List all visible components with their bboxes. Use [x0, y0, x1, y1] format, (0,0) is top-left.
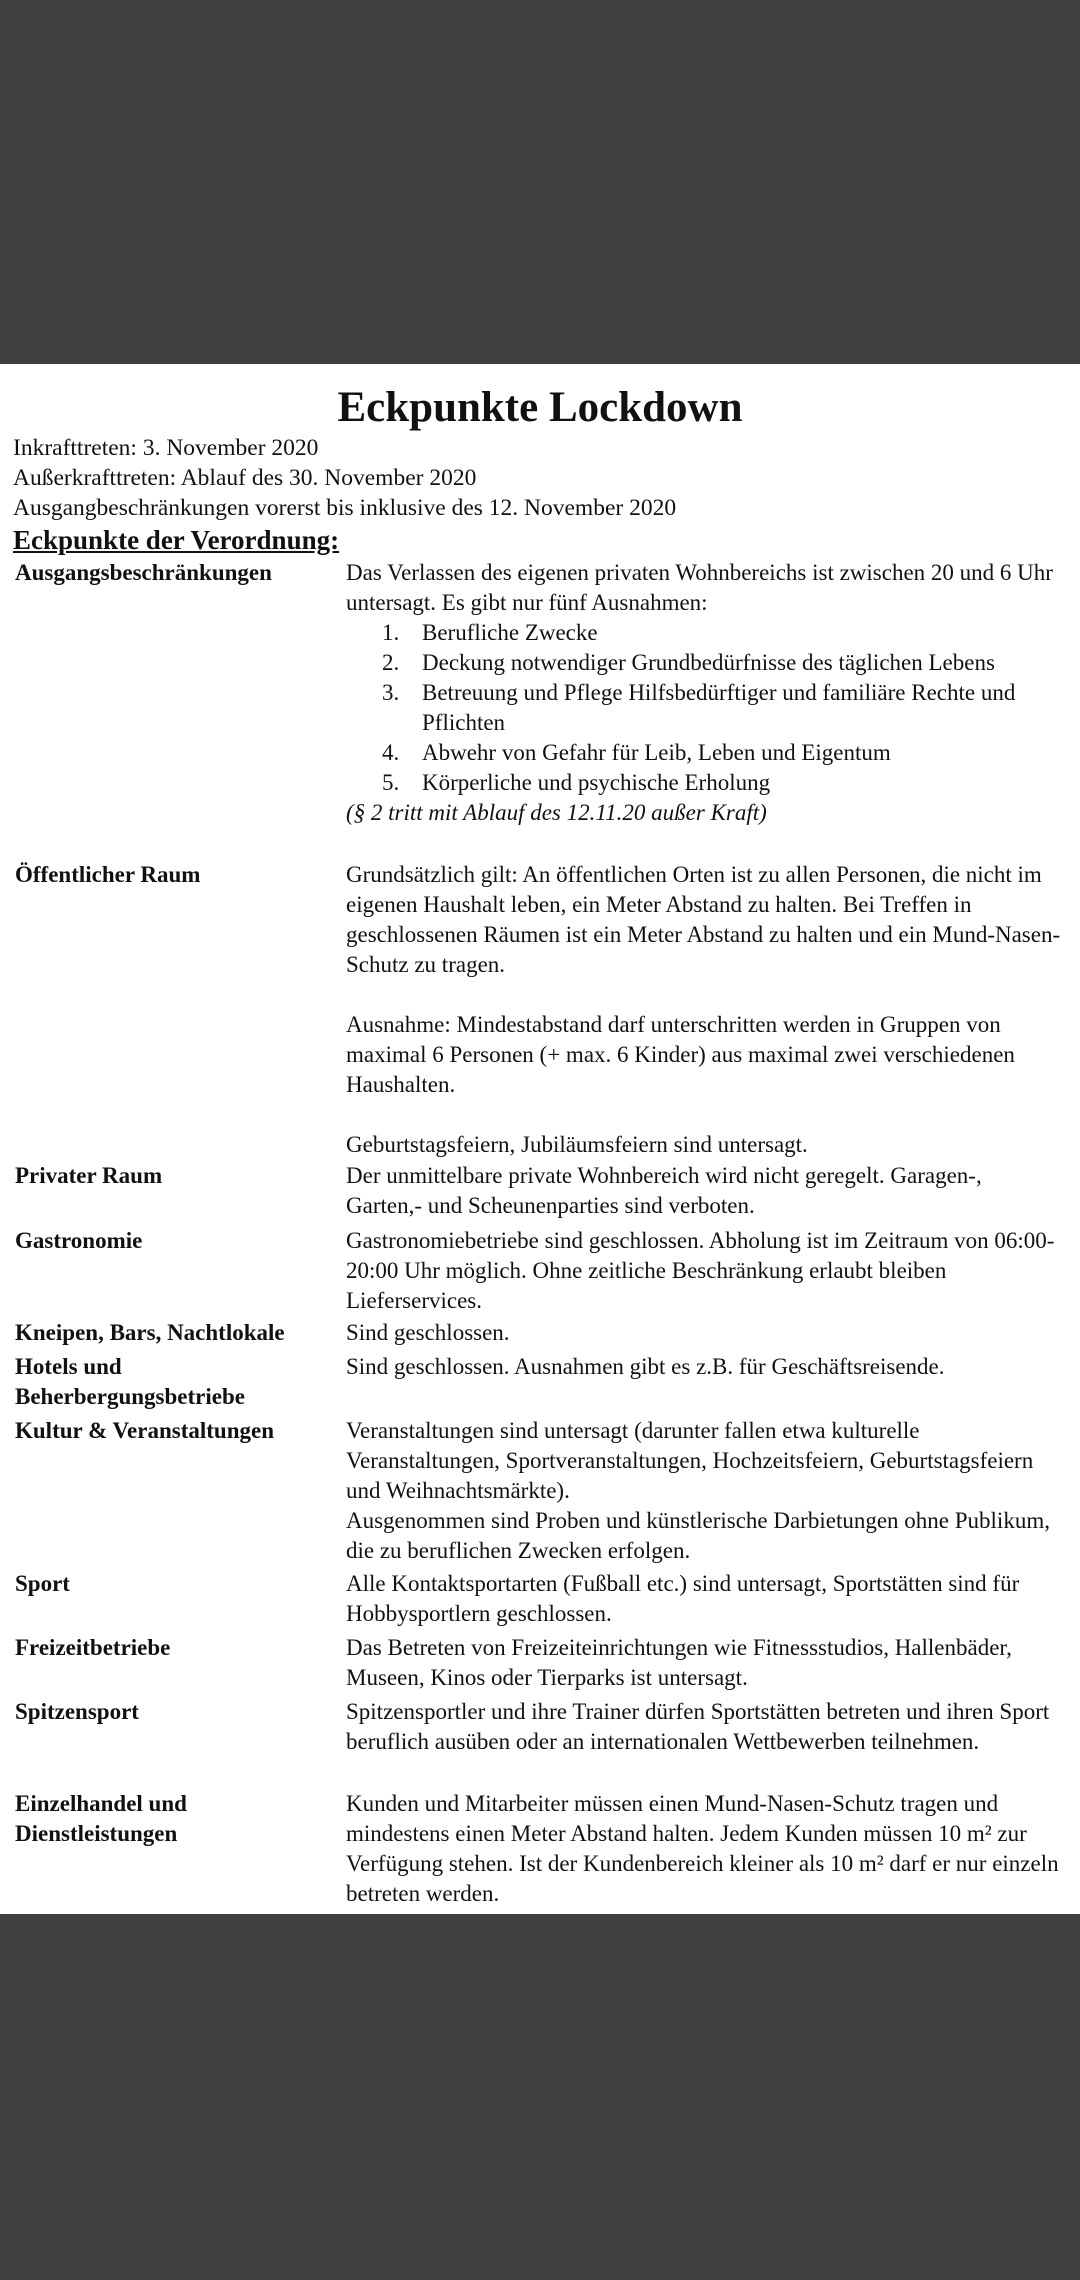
list-item — [346, 738, 1061, 768]
row-label-hotels: Hotels und Beherbergungsbetriebe — [15, 1354, 245, 1409]
row-label-ausgangsbeschraenkungen: Ausgangsbeschränkungen — [15, 560, 272, 585]
list-text: Berufliche Zwecke — [422, 620, 598, 645]
row-label-sport: Sport — [15, 1571, 70, 1596]
list-item — [346, 648, 1061, 678]
oeffentlich-paragraph-3: Geburtstagsfeiern, Jubiläumsfeiern sind untersagt. — [346, 1132, 808, 1157]
row-body-kultur — [346, 1416, 1061, 1566]
list-number: 3. — [382, 680, 400, 705]
kultur-paragraph-1: Veranstaltungen sind untersagt (darunter fallen etwa kulturelle Veranstaltungen, Sportveranstaltungen, Hochzeitsfeiern, Geburtstagsfeiern und Weihnachtsmärkte). — [346, 1418, 1034, 1503]
document-title: Eckpunkte Lockdown — [337, 384, 743, 431]
paragraph-spacer — [346, 980, 1061, 1010]
ausgang-intro: Das Verlassen des eigenen privaten Wohnbereichs ist zwischen 20 und 6 Uhr untersagt. Es gibt nur fünf Ausnahmen: — [346, 560, 1053, 615]
list-text: Körperliche und psychische Erholung — [422, 770, 771, 795]
row-label-freizeitbetriebe: Freizeitbetriebe — [15, 1635, 171, 1660]
row-body-privater-raum: Der unmittelbare private Wohnbereich wird nicht geregelt. Garagen-, Garten,- und Scheunenparties sind verboten. — [346, 1163, 982, 1218]
row-label-spitzensport: Spitzensport — [15, 1699, 139, 1724]
list-text: Abwehr von Gefahr für Leib, Leben und Eigentum — [422, 740, 891, 765]
row-label-kultur: Kultur & Veranstaltungen — [15, 1418, 275, 1443]
ausgang-note: (§ 2 tritt mit Ablauf des 12.11.20 außer Kraft) — [346, 800, 767, 825]
row-body-spitzensport: Spitzensportler und ihre Trainer dürfen Sportstätten betreten und ihren Sport beruflich ausüben oder an internationalen Wettbewerben teilnehmen. — [346, 1699, 1050, 1754]
meta-ausgangbeschraenkungen: Ausgangbeschränkungen vorerst bis inklusive des 12. November 2020 — [13, 495, 677, 521]
row-body-einzelhandel: Kunden und Mitarbeiter müssen einen Mund-Nasen-Schutz tragen und mindestens einen Meter Abstand halten. Jedem Kunden müssen 10 m² zur Verfügung stehen. Ist der Kundenbereich kleiner als 10 m² darf er nur einzeln betreten werden. — [346, 1791, 1059, 1906]
list-number: 5. — [382, 770, 400, 795]
row-label-kneipen: Kneipen, Bars, Nachtlokale — [15, 1320, 285, 1345]
list-text: Betreuung und Pflege Hilfsbedürftiger und familiäre Rechte und Pflichten — [422, 680, 1016, 735]
list-number: 2. — [382, 650, 400, 675]
list-number: 4. — [382, 740, 400, 765]
list-item — [346, 768, 1061, 798]
ausgang-exceptions-list — [346, 618, 1061, 798]
row-label-einzelhandel: Einzelhandel und Dienstleistungen — [15, 1791, 187, 1846]
meta-inkrafttreten: Inkrafttreten: 3. November 2020 — [13, 435, 319, 461]
row-body-hotels: Sind geschlossen. Ausnahmen gibt es z.B. für Geschäftsreisende. — [346, 1354, 945, 1379]
kultur-paragraph-2: Ausgenommen sind Proben und künstlerische Darbietungen ohne Publikum, die zu beruflichen Zwecken erfolgen. — [346, 1508, 1050, 1563]
list-text: Deckung notwendiger Grundbedürfnisse des täglichen Lebens — [422, 650, 995, 675]
row-label-gastronomie: Gastronomie — [15, 1228, 143, 1253]
row-body-ausgangsbeschraenkungen — [346, 558, 1061, 828]
row-label-oeffentlicher-raum: Öffentlicher Raum — [15, 862, 201, 887]
paragraph-spacer — [346, 1100, 1061, 1130]
list-number: 1. — [382, 620, 400, 645]
row-body-oeffentlicher-raum — [346, 860, 1061, 1160]
row-body-kneipen: Sind geschlossen. — [346, 1320, 510, 1345]
row-body-freizeitbetriebe: Das Betreten von Freizeiteinrichtungen wie Fitnessstudios, Hallenbäder, Museen, Kinos oder Tierparks ist untersagt. — [346, 1635, 1012, 1690]
list-item — [346, 678, 1061, 738]
section-heading: Eckpunkte der Verordnung: — [13, 525, 340, 555]
row-body-sport: Alle Kontaktsportarten (Fußball etc.) sind untersagt, Sportstätten sind für Hobbysportlern geschlossen. — [346, 1571, 1020, 1626]
row-label-privater-raum: Privater Raum — [15, 1163, 163, 1188]
row-body-gastronomie: Gastronomiebetriebe sind geschlossen. Abholung ist im Zeitraum von 06:00-20:00 Uhr möglich. Ohne zeitliche Beschränkung erlaubt bleiben Lieferservices. — [346, 1228, 1055, 1313]
oeffentlich-paragraph-1: Grundsätzlich gilt: An öffentlichen Orten ist zu allen Personen, die nicht im eigenen Haushalt leben, ein Meter Abstand zu halten. Bei Treffen in geschlossenen Räumen ist ein Meter Abstand zu halten und ein Mund-Nasen-Schutz zu tragen. — [346, 862, 1061, 977]
list-item — [346, 618, 1061, 648]
oeffentlich-paragraph-2: Ausnahme: Mindestabstand darf unterschritten werden in Gruppen von maximal 6 Personen (+ max. 6 Kinder) aus maximal zwei verschiedenen Haushalten. — [346, 1012, 1015, 1097]
meta-ausserkrafttreten: Außerkrafttreten: Ablauf des 30. November 2020 — [13, 465, 477, 491]
